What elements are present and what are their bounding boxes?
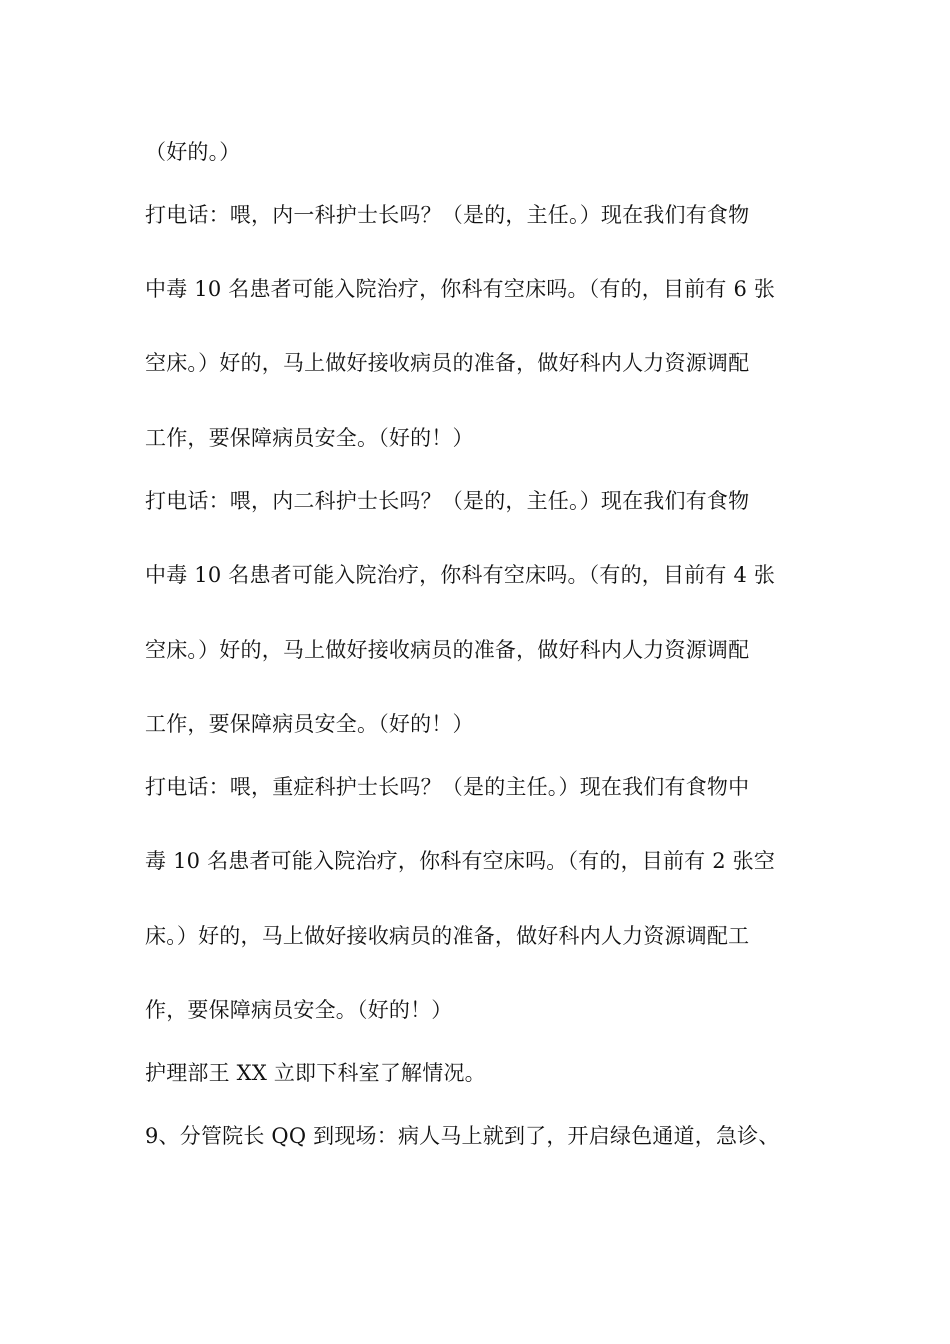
text-line: 打电话：喂，内二科护士长吗？（是的，主任。）现在我们有食物 bbox=[145, 489, 750, 513]
text-line: 打电话：喂，内一科护士长吗？（是的，主任。）现在我们有食物 bbox=[145, 203, 750, 227]
text-line: 护理部王 XX 立即下科室了解情况。 bbox=[145, 1061, 486, 1085]
text-line: 9、分管院长 QQ 到现场：病人马上就到了，开启绿色通道，急诊、 bbox=[145, 1124, 780, 1148]
text-line: 空床。）好的，马上做好接收病员的准备，做好科内人力资源调配 bbox=[145, 351, 750, 375]
text-line: 作，要保障病员安全。（好的！） bbox=[145, 998, 453, 1022]
text-line: 床。）好的，马上做好接收病员的准备，做好科内人力资源调配工 bbox=[145, 924, 750, 948]
text-line: 空床。）好的，马上做好接收病员的准备，做好科内人力资源调配 bbox=[145, 638, 750, 662]
text-line: （好的。） bbox=[145, 140, 241, 164]
text-line: 工作，要保障病员安全。（好的！） bbox=[145, 712, 474, 736]
text-line: 工作，要保障病员安全。（好的！） bbox=[145, 426, 474, 450]
text-line: 中毒 10 名患者可能入院治疗，你科有空床吗。（有的，目前有 6 张 bbox=[145, 277, 776, 301]
text-line: 毒 10 名患者可能入院治疗，你科有空床吗。（有的，目前有 2 张空 bbox=[145, 849, 776, 873]
text-line: 打电话：喂，重症科护士长吗？（是的主任。）现在我们有食物中 bbox=[145, 775, 750, 799]
text-line: 中毒 10 名患者可能入院治疗，你科有空床吗。（有的，目前有 4 张 bbox=[145, 563, 776, 587]
